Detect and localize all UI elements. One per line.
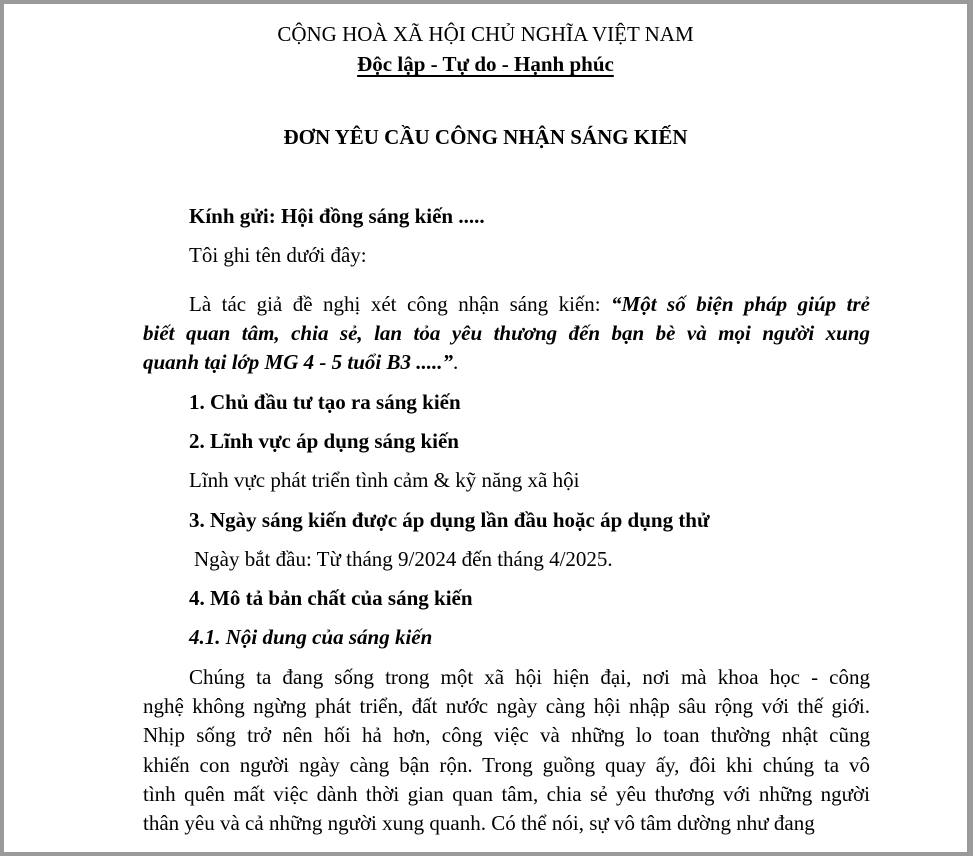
section-4-heading: 4. Mô tả bản chất của sáng kiến [189,586,473,610]
motto-text: Độc lập - Tự do - Hạnh phúc [357,52,614,76]
initiative-title-part-2: biết quan tâm, chia sẻ, lan tỏa yêu thương đến bạn bè và mọi người xung [143,321,870,345]
section-4-1-heading: 4.1. Nội dung của sáng kiến [189,625,433,649]
section-3-body: Ngày bắt đầu: Từ tháng 9/2024 đến tháng 4/2025. [194,547,613,571]
author-para-line-1 [143,291,870,318]
document-title: ĐƠN YÊU CẦU CÔNG NHẬN SÁNG KIẾN [283,125,688,149]
section-2-body: Lĩnh vực phát triển tình cảm & kỹ năng xã hội [189,468,580,492]
author-para-end: . [453,350,459,374]
body-line-1: Chúng ta đang sống trong một xã hội hiện đại, nơi mà khoa học - công [189,665,870,689]
body-line-4: khiến con người ngày càng bận rộn. Trong guồng quay ấy, đôi khi chúng ta vô [143,753,870,777]
section-2-heading: 2. Lĩnh vực áp dụng sáng kiến [189,429,459,453]
initiative-title-part-1: “Một số biện pháp giúp trẻ [611,292,870,316]
salutation: Kính gửi: Hội đồng sáng kiến ..... [189,204,485,228]
body-line-3: Nhịp sống trở nên hối hả hơn, công việc và những lo toan thường nhật cũng [143,723,870,747]
national-motto [4,51,967,78]
intro-line: Tôi ghi tên dưới đây: [189,243,367,267]
body-line-5: tình quên mất việc dành thời gian quan tâm, chia sẻ yêu thương với những người [143,782,870,806]
author-para-prefix: Là tác giả đề nghị xét công nhận sáng kiến: [189,292,601,316]
author-para-line-3 [143,349,870,376]
national-title: CỘNG HOÀ XÃ HỘI CHỦ NGHĨA VIỆT NAM [277,22,694,46]
section-3-heading: 3. Ngày sáng kiến được áp dụng lần đầu hoặc áp dụng thử [189,508,710,532]
initiative-title-part-3: quanh tại lớp MG 4 - 5 tuổi B3 .....” [143,350,453,374]
body-line-2: nghệ không ngừng phát triển, đất nước ngày càng hội nhập sâu rộng với thế giới. [143,694,870,718]
section-1-heading: 1. Chủ đầu tư tạo ra sáng kiến [189,390,461,414]
document-page [4,4,967,852]
body-line-6: thân yêu và cả những người xung quanh. Có thể nói, sự vô tâm dường như đang [143,811,815,835]
